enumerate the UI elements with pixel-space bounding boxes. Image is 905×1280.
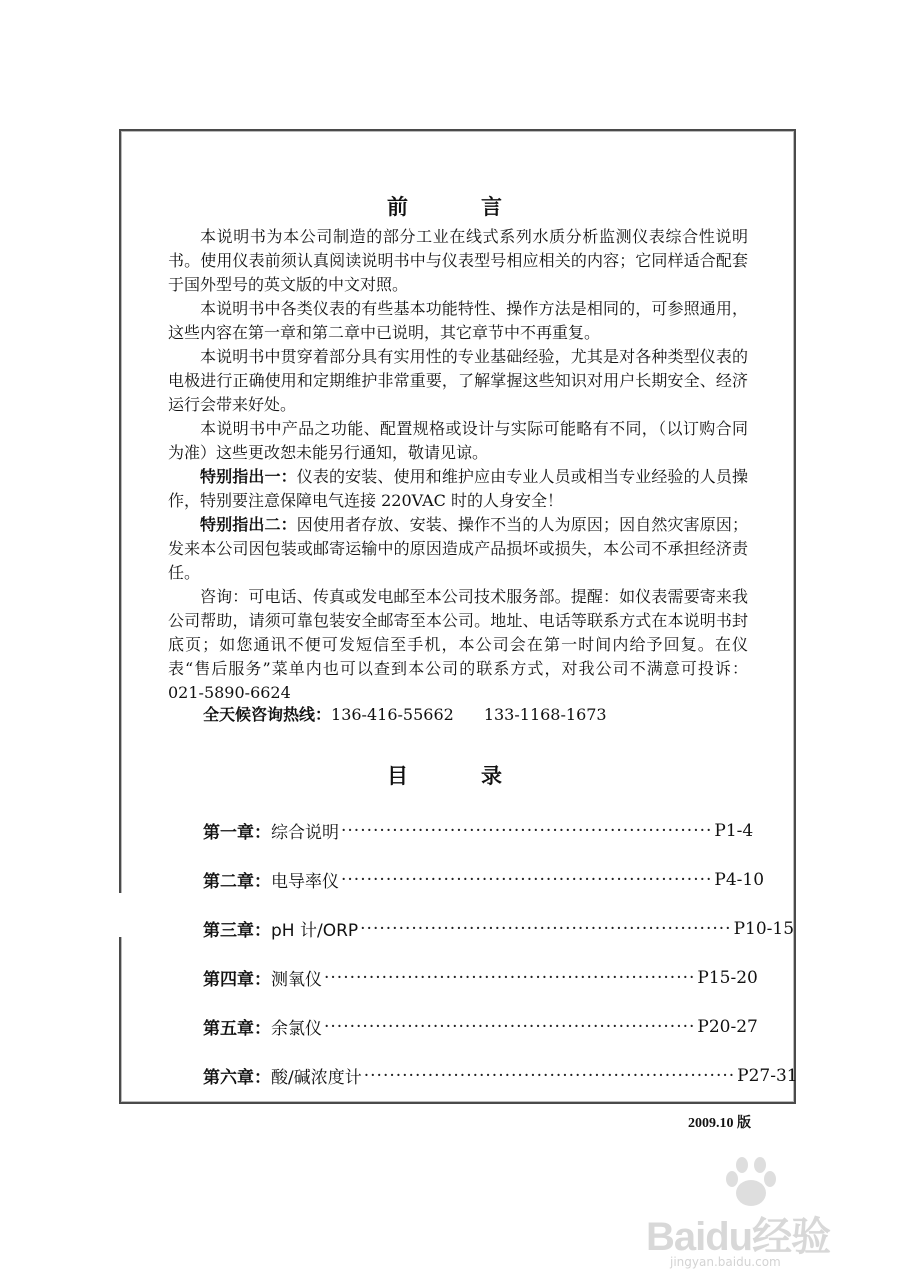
toc-item <box>203 806 754 855</box>
toc-chapter: 第五章： <box>203 1019 271 1039</box>
toc-page: P4-10 <box>714 869 765 890</box>
preface-body <box>168 225 748 705</box>
toc-chapter: 第二章： <box>203 872 271 892</box>
notice-2 <box>168 513 748 585</box>
preface-paragraph-2: 本说明书中各类仪表的有些基本功能特性、操作方法是相同的，可参照通用，这些内容在第一章和第二章中已说明，其它章节中不再重复。 <box>168 299 748 342</box>
toc-item <box>203 1051 798 1100</box>
toc-chapter: 第六章： <box>203 1068 271 1088</box>
toc-item <box>203 953 758 1002</box>
toc-page: P20-27 <box>697 1016 758 1037</box>
notice-2-label: 特别指出二： <box>200 515 297 534</box>
toc-chapter-name: 综合说明 <box>271 823 339 843</box>
baidu-watermark <box>646 1143 856 1273</box>
consult-paragraph: 咨询：可电话、传真或发电邮至本公司技术服务部。提醒：如仪表需要寄来我公司帮助，请须可靠包装安全邮寄至本公司。地址、电话等联系方式在本说明书封底页；如您通讯不便可发短信至手机，本公司会在第一时间内给予回复。在仪表“售后服务”菜单内也可以查到本公司的联系方式，对我公司不满意可投诉：021-5890-6624 <box>168 587 748 702</box>
border-gap <box>119 893 122 937</box>
toc-leader: ·························································· <box>324 1016 696 1037</box>
toc-leader: ·························································· <box>341 869 713 890</box>
edition-label: 2009.10 版 <box>688 1116 751 1131</box>
toc-leader: ·························································· <box>324 967 696 988</box>
toc-page: P1-4 <box>714 820 754 841</box>
notice-1-text: 仪表的安装、使用和维护应由专业人员或相当专业经验的人员操作，特别要注意保障电气连接 220VAC 时的人身安全！ <box>168 467 748 510</box>
hotline-number-2: 133-1168-1673 <box>483 705 607 724</box>
toc-page: P15-20 <box>697 967 758 988</box>
toc-page: P27-31 <box>737 1065 798 1086</box>
toc-chapter: 第一章： <box>203 823 271 843</box>
toc-chapter-name: pH 计/ORP <box>271 921 359 941</box>
toc-chapter-name: 电导率仪 <box>271 872 339 892</box>
toc-leader: ·························································· <box>341 820 713 841</box>
toc-item <box>203 1002 758 1051</box>
toc-item <box>203 904 795 953</box>
toc-chapter-name: 酸/碱浓度计 <box>271 1068 362 1088</box>
notice-1 <box>168 465 748 513</box>
toc-page: P10-15 <box>733 918 795 939</box>
notice-1-label: 特别指出一： <box>200 467 297 486</box>
hotline-number-1: 136-416-55662 <box>331 705 454 724</box>
toc-chapter-name: 余氯仪 <box>271 1019 322 1039</box>
paw-icon <box>720 1155 782 1211</box>
preface-paragraph-3: 本说明书中贯穿着部分具有实用性的专业基础经验，尤其是对各种类型仪表的电极进行正确使用和定期维护非常重要，了解掌握这些知识对用户长期安全、经济运行会带来好处。 <box>168 347 748 414</box>
preface-paragraph-1: 本说明书为本公司制造的部分工业在线式系列水质分析监测仪表综合性说明书。使用仪表前须认真阅读说明书中与仪表型号相应相关的内容；它同样适合配套于国外型号的英文版的中文对照。 <box>168 227 748 294</box>
toc-chapter: 第四章： <box>203 970 271 990</box>
toc-title: 目 录 <box>387 764 528 788</box>
preface-title: 前 言 <box>387 195 528 219</box>
notice-2-text: 因使用者存放、安装、操作不当的人为原因；因自然灾害原因；发来本公司因包装或邮寄运输中的原因造成产品损坏或损失，本公司不承担经济责任。 <box>168 515 748 582</box>
watermark-url: jingyan.baidu.com <box>670 1255 781 1269</box>
toc-chapter-name: 测氧仪 <box>271 970 322 990</box>
toc-chapter: 第三章： <box>203 921 271 941</box>
watermark-brand: Baidu经验 <box>646 1215 831 1259</box>
toc-item <box>203 855 765 904</box>
preface-paragraph-4: 本说明书中产品之功能、配置规格或设计与实际可能略有不同，（以订购合同为准）这些更改恕未能另行通知，敬请见谅。 <box>168 419 748 462</box>
hotline-label: 全天候咨询热线： <box>203 705 332 724</box>
toc-leader: ·························································· <box>363 1065 736 1086</box>
hotline <box>203 703 607 727</box>
toc-leader: ·························································· <box>360 918 732 939</box>
toc-list <box>203 806 798 1100</box>
